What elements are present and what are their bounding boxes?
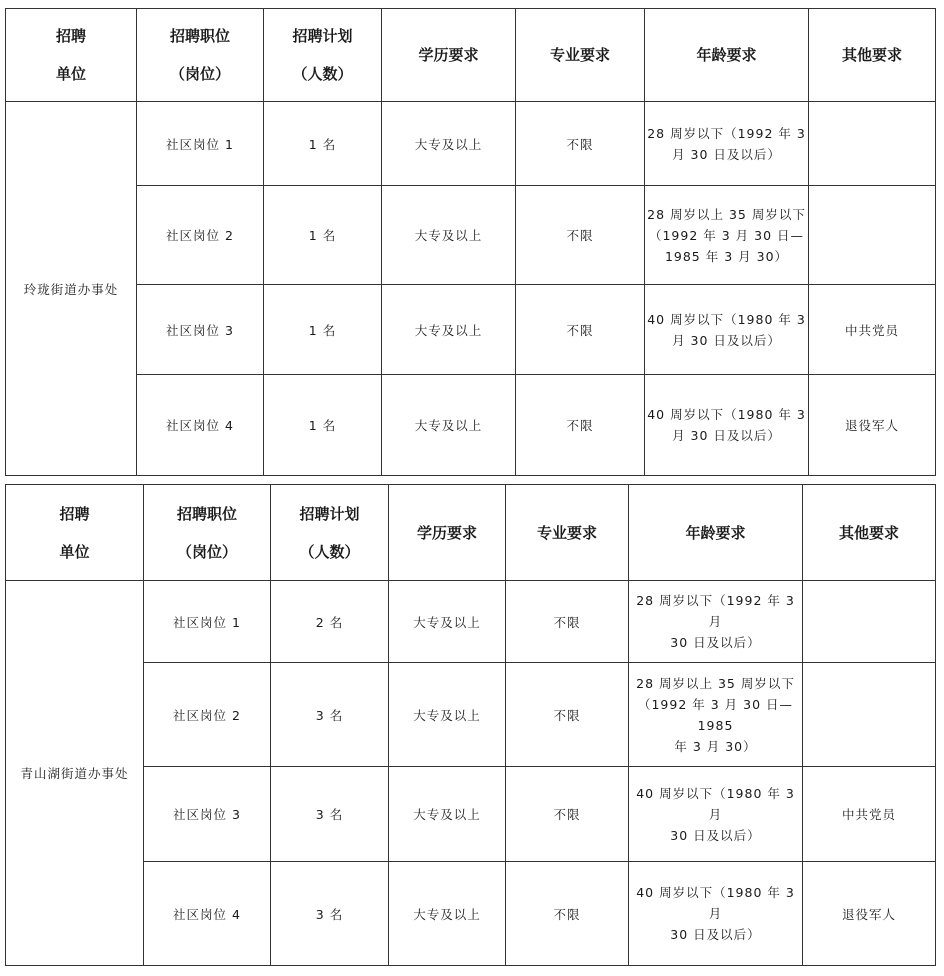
recruitment-table-lingling bbox=[5, 8, 936, 476]
education-cell: 大专及以上 bbox=[382, 102, 516, 186]
position-cell: 社区岗位 1 bbox=[137, 102, 264, 186]
header-unit: 招聘 单位 bbox=[6, 9, 137, 102]
table-row bbox=[6, 862, 936, 966]
count-cell: 1 名 bbox=[264, 285, 382, 375]
count-cell: 3 名 bbox=[271, 767, 389, 862]
unit-cell: 玲珑街道办事处 bbox=[6, 102, 137, 476]
major-cell: 不限 bbox=[516, 186, 645, 285]
table-row bbox=[6, 375, 936, 476]
position-cell: 社区岗位 2 bbox=[137, 186, 264, 285]
other-cell: 退役军人 bbox=[809, 375, 936, 476]
header-age: 年龄要求 bbox=[629, 485, 803, 581]
other-cell: 退役军人 bbox=[803, 862, 936, 966]
age-cell: 40 周岁以下（1980 年 3 月 30 日及以后） bbox=[629, 862, 803, 966]
header-plan: 招聘计划 （人数） bbox=[264, 9, 382, 102]
header-other: 其他要求 bbox=[803, 485, 936, 581]
major-cell: 不限 bbox=[516, 375, 645, 476]
count-cell: 2 名 bbox=[271, 581, 389, 663]
major-cell: 不限 bbox=[506, 767, 629, 862]
education-cell: 大专及以上 bbox=[382, 186, 516, 285]
major-cell: 不限 bbox=[516, 102, 645, 186]
header-age: 年龄要求 bbox=[645, 9, 809, 102]
age-cell: 28 周岁以上 35 周岁以下 （1992 年 3 月 30 日— 1985 年 3 月 30） bbox=[645, 186, 809, 285]
position-cell: 社区岗位 3 bbox=[144, 767, 271, 862]
age-cell: 28 周岁以下（1992 年 3 月 30 日及以后） bbox=[629, 581, 803, 663]
other-cell bbox=[809, 186, 936, 285]
table-row bbox=[6, 767, 936, 862]
education-cell: 大专及以上 bbox=[389, 862, 506, 966]
education-cell: 大专及以上 bbox=[382, 375, 516, 476]
education-cell: 大专及以上 bbox=[389, 767, 506, 862]
header-major: 专业要求 bbox=[516, 9, 645, 102]
education-cell: 大专及以上 bbox=[389, 581, 506, 663]
position-cell: 社区岗位 3 bbox=[137, 285, 264, 375]
major-cell: 不限 bbox=[516, 285, 645, 375]
table-row bbox=[6, 102, 936, 186]
header-education: 学历要求 bbox=[382, 9, 516, 102]
header-other: 其他要求 bbox=[809, 9, 936, 102]
position-cell: 社区岗位 4 bbox=[144, 862, 271, 966]
age-cell: 40 周岁以下（1980 年 3 月 30 日及以后） bbox=[645, 375, 809, 476]
major-cell: 不限 bbox=[506, 862, 629, 966]
count-cell: 3 名 bbox=[271, 663, 389, 767]
header-education: 学历要求 bbox=[389, 485, 506, 581]
other-cell bbox=[809, 102, 936, 186]
education-cell: 大专及以上 bbox=[389, 663, 506, 767]
other-cell: 中共党员 bbox=[809, 285, 936, 375]
table-row bbox=[6, 581, 936, 663]
position-cell: 社区岗位 1 bbox=[144, 581, 271, 663]
position-cell: 社区岗位 4 bbox=[137, 375, 264, 476]
major-cell: 不限 bbox=[506, 581, 629, 663]
age-cell: 28 周岁以下（1992 年 3 月 30 日及以后） bbox=[645, 102, 809, 186]
header-unit: 招聘 单位 bbox=[6, 485, 144, 581]
age-cell: 28 周岁以上 35 周岁以下 （1992 年 3 月 30 日—1985 年 3 月 30） bbox=[629, 663, 803, 767]
header-position: 招聘职位 （岗位） bbox=[144, 485, 271, 581]
table-row bbox=[6, 186, 936, 285]
other-cell: 中共党员 bbox=[803, 767, 936, 862]
count-cell: 1 名 bbox=[264, 375, 382, 476]
table-row bbox=[6, 663, 936, 767]
count-cell: 1 名 bbox=[264, 186, 382, 285]
header-major: 专业要求 bbox=[506, 485, 629, 581]
other-cell bbox=[803, 663, 936, 767]
header-row bbox=[6, 9, 936, 102]
age-cell: 40 周岁以下（1980 年 3 月 30 日及以后） bbox=[629, 767, 803, 862]
header-plan: 招聘计划 （人数） bbox=[271, 485, 389, 581]
position-cell: 社区岗位 2 bbox=[144, 663, 271, 767]
age-cell: 40 周岁以下（1980 年 3 月 30 日及以后） bbox=[645, 285, 809, 375]
count-cell: 3 名 bbox=[271, 862, 389, 966]
count-cell: 1 名 bbox=[264, 102, 382, 186]
major-cell: 不限 bbox=[506, 663, 629, 767]
header-position: 招聘职位 （岗位） bbox=[137, 9, 264, 102]
header-row bbox=[6, 485, 936, 581]
unit-cell: 青山湖街道办事处 bbox=[6, 581, 144, 966]
other-cell bbox=[803, 581, 936, 663]
education-cell: 大专及以上 bbox=[382, 285, 516, 375]
recruitment-table-qingshanhu bbox=[5, 484, 936, 966]
table-row bbox=[6, 285, 936, 375]
